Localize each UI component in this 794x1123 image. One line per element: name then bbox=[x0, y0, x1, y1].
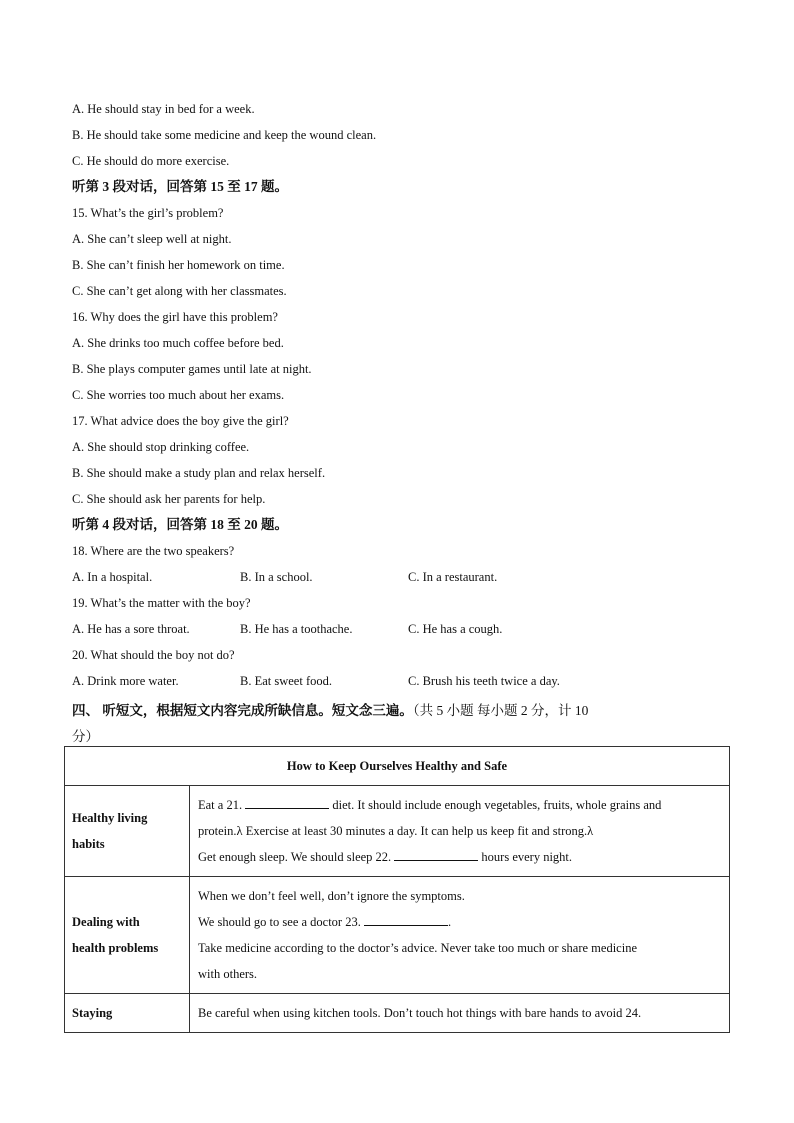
row-heading-line: habits bbox=[72, 837, 105, 851]
content-text: We should go to see a doctor 23. bbox=[198, 915, 361, 929]
q17-question: 17. What advice does the boy give the girl? bbox=[72, 414, 289, 428]
q14-option-a: A. He should stay in bed for a week. bbox=[72, 102, 255, 116]
q15-option-b: B. She can’t finish her homework on time. bbox=[72, 258, 285, 272]
q16-option-c: C. She worries too much about her exams. bbox=[72, 388, 285, 402]
q20-option-b: B. Eat sweet food. bbox=[240, 674, 332, 688]
content-text: Get enough sleep. We should sleep 22. bbox=[198, 850, 392, 864]
q20-question: 20. What should the boy not do? bbox=[72, 648, 235, 662]
content-text: hours every night. bbox=[481, 850, 573, 864]
row-content-healthy-living bbox=[190, 786, 730, 877]
q15-option-a: A. She can’t sleep well at night. bbox=[72, 232, 232, 246]
q14-option-c: C. He should do more exercise. bbox=[72, 154, 230, 168]
q18-option-c: C. In a restaurant. bbox=[408, 570, 498, 584]
section4-note: （共 5 小题 每小题 2 分，计 10 bbox=[412, 703, 589, 718]
row-heading-health-problems bbox=[65, 877, 190, 994]
q15-question: 15. What’s the girl’s problem? bbox=[72, 206, 224, 220]
content-text: with others. bbox=[198, 967, 258, 981]
row-heading-healthy-living bbox=[65, 786, 190, 877]
q17-option-b: B. She should make a study plan and relax herself. bbox=[72, 466, 326, 480]
content-text: diet. It should include enough vegetables, fruits, whole grains and bbox=[332, 798, 662, 812]
section4-title: 四、 听短文，根据短文内容完成所缺信息。短文念三遍。 bbox=[72, 703, 413, 718]
q18-question: 18. Where are the two speakers? bbox=[72, 544, 235, 558]
q16-option-b: B. She plays computer games until late at night. bbox=[72, 362, 312, 376]
table-row bbox=[65, 994, 730, 1033]
q17-option-c: C. She should ask her parents for help. bbox=[72, 492, 266, 506]
answer-blank-22[interactable] bbox=[394, 848, 478, 861]
q16-option-a: A. She drinks too much coffee before bed. bbox=[72, 336, 284, 350]
q17-option-a: A. She should stop drinking coffee. bbox=[72, 440, 250, 454]
section4-note-cont: 分） bbox=[72, 729, 99, 744]
table-row bbox=[65, 877, 730, 994]
q19-option-a: A. He has a sore throat. bbox=[72, 622, 190, 636]
answer-blank-21[interactable] bbox=[245, 796, 329, 809]
q19-option-b: B. He has a toothache. bbox=[240, 622, 353, 636]
row-content-staying bbox=[190, 994, 730, 1033]
q20-option-c: C. Brush his teeth twice a day. bbox=[408, 674, 560, 688]
dialogue4-heading: 听第 4 段对话，回答第 18 至 20 题。 bbox=[72, 517, 288, 532]
content-text: protein.λ Exercise at least 30 minutes a day. It can help us keep fit and strong.λ bbox=[198, 824, 594, 838]
section4-heading bbox=[72, 698, 722, 750]
row-heading-line: Healthy living bbox=[72, 811, 148, 825]
content-text: When we don’t feel well, don’t ignore the symptoms. bbox=[198, 889, 465, 903]
q15-option-c: C. She can’t get along with her classmates. bbox=[72, 284, 287, 298]
table-title: How to Keep Ourselves Healthy and Safe bbox=[65, 747, 730, 786]
row-heading-staying bbox=[65, 994, 190, 1033]
row-content-health-problems bbox=[190, 877, 730, 994]
q19-question: 19. What’s the matter with the boy? bbox=[72, 596, 251, 610]
q16-question: 16. Why does the girl have this problem? bbox=[72, 310, 278, 324]
table-row bbox=[65, 786, 730, 877]
content-text: . bbox=[447, 915, 452, 929]
info-table bbox=[64, 746, 730, 1033]
q18-option-b: B. In a school. bbox=[240, 570, 313, 584]
row-heading-line: health problems bbox=[72, 941, 159, 955]
dialogue3-heading: 听第 3 段对话，回答第 15 至 17 题。 bbox=[72, 179, 288, 194]
q18-option-a: A. In a hospital. bbox=[72, 570, 153, 584]
q14-option-b: B. He should take some medicine and keep the wound clean. bbox=[72, 128, 377, 142]
row-heading-line: Staying bbox=[72, 1006, 113, 1020]
q20-option-a: A. Drink more water. bbox=[72, 674, 179, 688]
content-text: Be careful when using kitchen tools. Don’t touch hot things with bare hands to avoid 24. bbox=[198, 1006, 642, 1020]
content-text: Eat a 21. bbox=[198, 798, 243, 812]
answer-blank-23[interactable] bbox=[364, 913, 448, 926]
row-heading-line: Dealing with bbox=[72, 915, 140, 929]
content-text: Take medicine according to the doctor’s advice. Never take too much or share medicine bbox=[198, 941, 637, 955]
q19-option-c: C. He has a cough. bbox=[408, 622, 503, 636]
